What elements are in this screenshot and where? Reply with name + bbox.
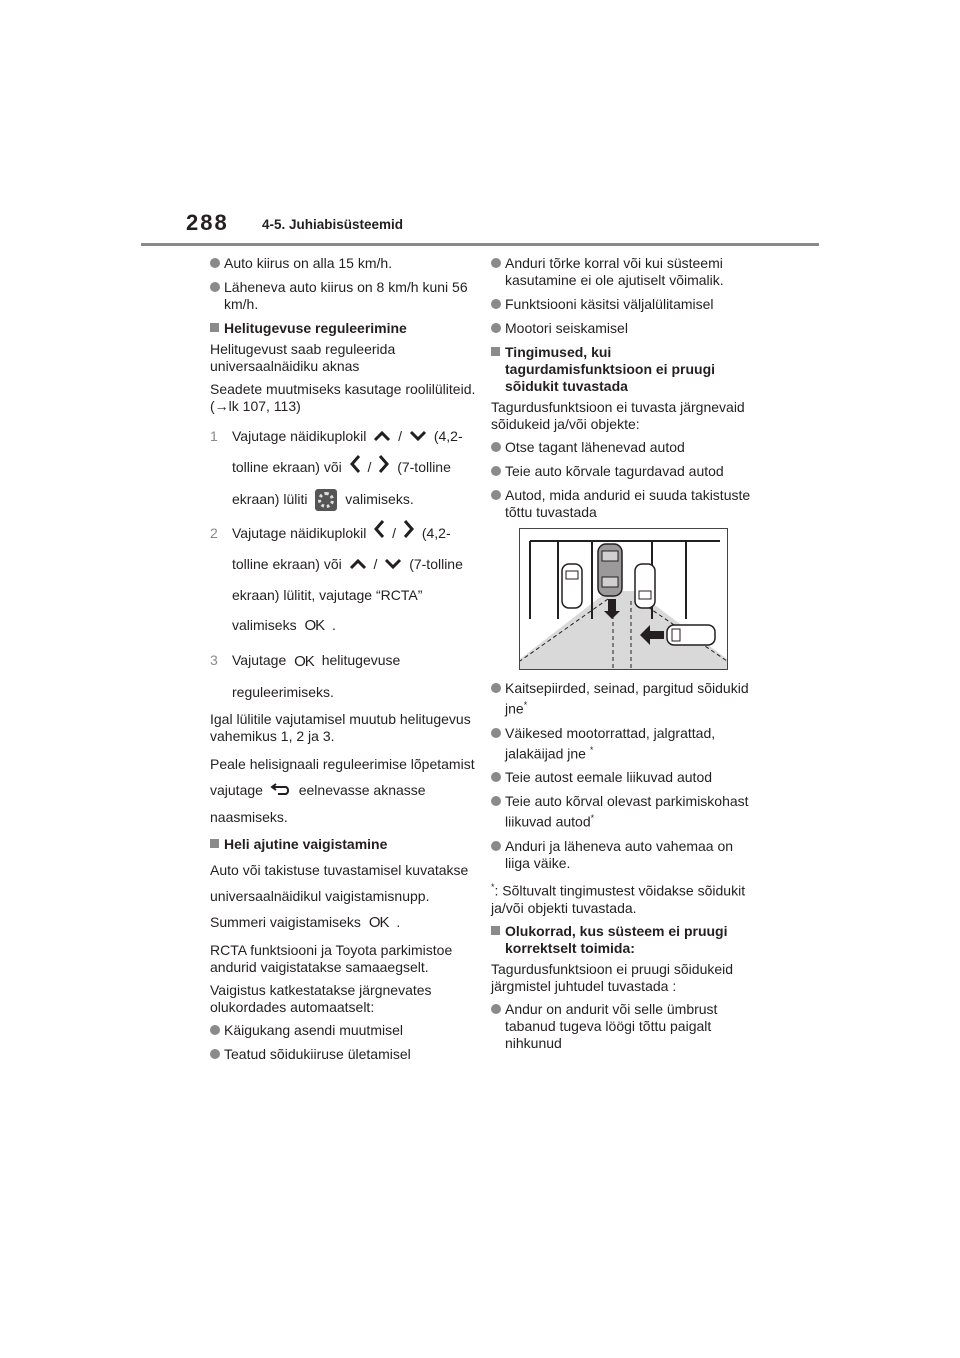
paragraph: Seadete muutmiseks kasutage roolilüliteid. (→lk 107, 113) [210, 381, 476, 414]
paragraph-text: . [396, 914, 401, 931]
list-item: Mootori seiskamisel [491, 320, 761, 337]
list-item: Anduri tõrke korral või kui süsteemi kasutamine ei ole ajutiselt võimalik. [491, 255, 761, 289]
footnote [491, 879, 761, 917]
step-text: (4,2-tolline ekraan) või [232, 428, 463, 476]
footnote-marker: * [589, 744, 594, 755]
parking-illustration [519, 528, 728, 670]
subheading: Heli ajutine vaigistamine [210, 836, 478, 853]
list-item: Funktsiooni käsitsi väljalülitamisel [491, 296, 761, 313]
subheading: Olukorrad, kus süsteem ei pruugi korrektselt toimida: [491, 923, 761, 957]
paragraph: Tagurdusfunktsioon ei pruugi sõidukeid järgmistel juhtudel tuvastada : [491, 960, 734, 994]
paragraph-text: Auto või takistuse tuvastamisel kuvatakse universaalnäidikul vaigistamisnupp. Summeri vaigistamiseks [210, 862, 469, 931]
footnote-text: : Sõltuvalt tingimustest võidakse sõidukit ja/või objekti tuvastada. [491, 882, 746, 916]
step-text: Vajutage näidikuplokil [232, 428, 367, 444]
step-text: helitugevuse reguleerimiseks. [232, 652, 401, 700]
page-number: 288 [186, 210, 229, 235]
chevron-up-icon [349, 550, 367, 580]
list-item: Otse tagant lähenevad autod [491, 439, 761, 456]
paragraph: Vaigistus katkestatakse järgnevates olukordades automaatselt: [210, 982, 432, 1016]
paragraph: Helitugevust saab reguleerida universaalnäidiku aknas [210, 341, 396, 374]
list-item [491, 793, 761, 831]
right-column [491, 255, 761, 1059]
list-item: Teie autost eemale liikuvad autod [491, 769, 761, 786]
paragraph [210, 751, 478, 830]
chevron-down-icon [384, 550, 402, 580]
chevron-up-icon [373, 422, 391, 452]
step-text: / [367, 459, 372, 476]
footnote-marker: * [491, 881, 495, 892]
step-text: valimiseks. [345, 490, 414, 507]
paragraph [210, 857, 478, 936]
step-number: 1 [210, 428, 218, 444]
list-item-text: Teie auto kõrval olevast parkimiskohast liikuvad autod [505, 793, 749, 830]
left-column [210, 255, 478, 1070]
step-1 [210, 421, 478, 514]
chevron-right-icon [403, 519, 415, 549]
subheading: Helitugevuse reguleerimine [210, 320, 478, 337]
ok-icon: OK [304, 617, 325, 635]
step-text: Vajutage näidikuplokil [232, 524, 367, 541]
paragraph-text: Peale helisignaali reguleerimise lõpetamist vajutage [210, 755, 475, 798]
paragraph: Igal lülitile vajutamisel muutub helitugevus vahemikus 1, 2 ja 3. [210, 710, 471, 744]
step-3 [210, 645, 478, 706]
footnote-marker: * [590, 813, 595, 824]
list-item: Auto kiirus on alla 15 km/h. [210, 255, 478, 272]
back-arrow-icon [270, 778, 292, 804]
chevron-left-icon [349, 454, 361, 484]
list-item [491, 680, 761, 718]
step-text: / [392, 524, 397, 541]
settings-gear-icon [315, 489, 337, 511]
footnote-marker: * [523, 700, 528, 710]
step-text: . [332, 617, 336, 634]
paragraph: Tagurdusfunktsioon ei tuvasta järgnevaid sõidukeid ja/või objekte: [491, 399, 745, 432]
step-text: / [398, 428, 403, 444]
step-text: (4,2-tolline ekraan) või [232, 524, 451, 572]
list-item: Teie auto kõrvale tagurdavad autod [491, 463, 761, 480]
step-text: / [373, 555, 378, 572]
list-item-text: Väikesed mootorrattad, jalgrattad, jalakäijad jne [505, 724, 716, 762]
step-number: 2 [210, 524, 218, 541]
paragraph-text: eelnevasse aknasse naasmiseks. [210, 781, 426, 826]
step-2 [210, 518, 478, 642]
step-text: Vajutage [232, 652, 287, 669]
header-divider [141, 243, 819, 246]
list-item-text: Kaitsepiirded, seinad, pargitud sõidukid jne [505, 680, 749, 717]
section-title: 4-5. Juhiabisüsteemid [262, 217, 404, 232]
chevron-left-icon [373, 519, 385, 549]
list-item: Andur on andurit või selle ümbrust tabanud tugeva löögi tõttu paigalt nihkunud [491, 1001, 761, 1052]
list-item: Käigukang asendi muutmisel [210, 1022, 478, 1039]
ok-icon: OK [368, 914, 389, 932]
subheading: Tingimused, kui tagurdamisfunktsioon ei pruugi sõidukit tuvastada [491, 344, 761, 395]
list-item: Läheneva auto kiirus on 8 km/h kuni 56 km/h. [210, 279, 478, 313]
list-item: Anduri ja läheneva auto vahemaa on liiga väike. [491, 838, 761, 872]
step-number: 3 [210, 652, 218, 669]
chevron-down-icon [409, 422, 427, 452]
step-text: (7-tolline ekraan) lüliti [232, 459, 451, 507]
ok-icon: OK [294, 652, 314, 670]
step-text: (7-tolline ekraan) lülitit, vajutage “RCTA” valimiseks [232, 555, 463, 634]
list-item [491, 725, 761, 763]
list-item: Teatud sõidukiiruse ületamisel [210, 1046, 478, 1063]
paragraph: RCTA funktsiooni ja Toyota parkimistoe andurid vaigistatakse samaaegselt. [210, 942, 453, 976]
chevron-right-icon [378, 454, 390, 484]
list-item: Autod, mida andurid ei suuda takistuste tõttu tuvastada [491, 487, 761, 521]
